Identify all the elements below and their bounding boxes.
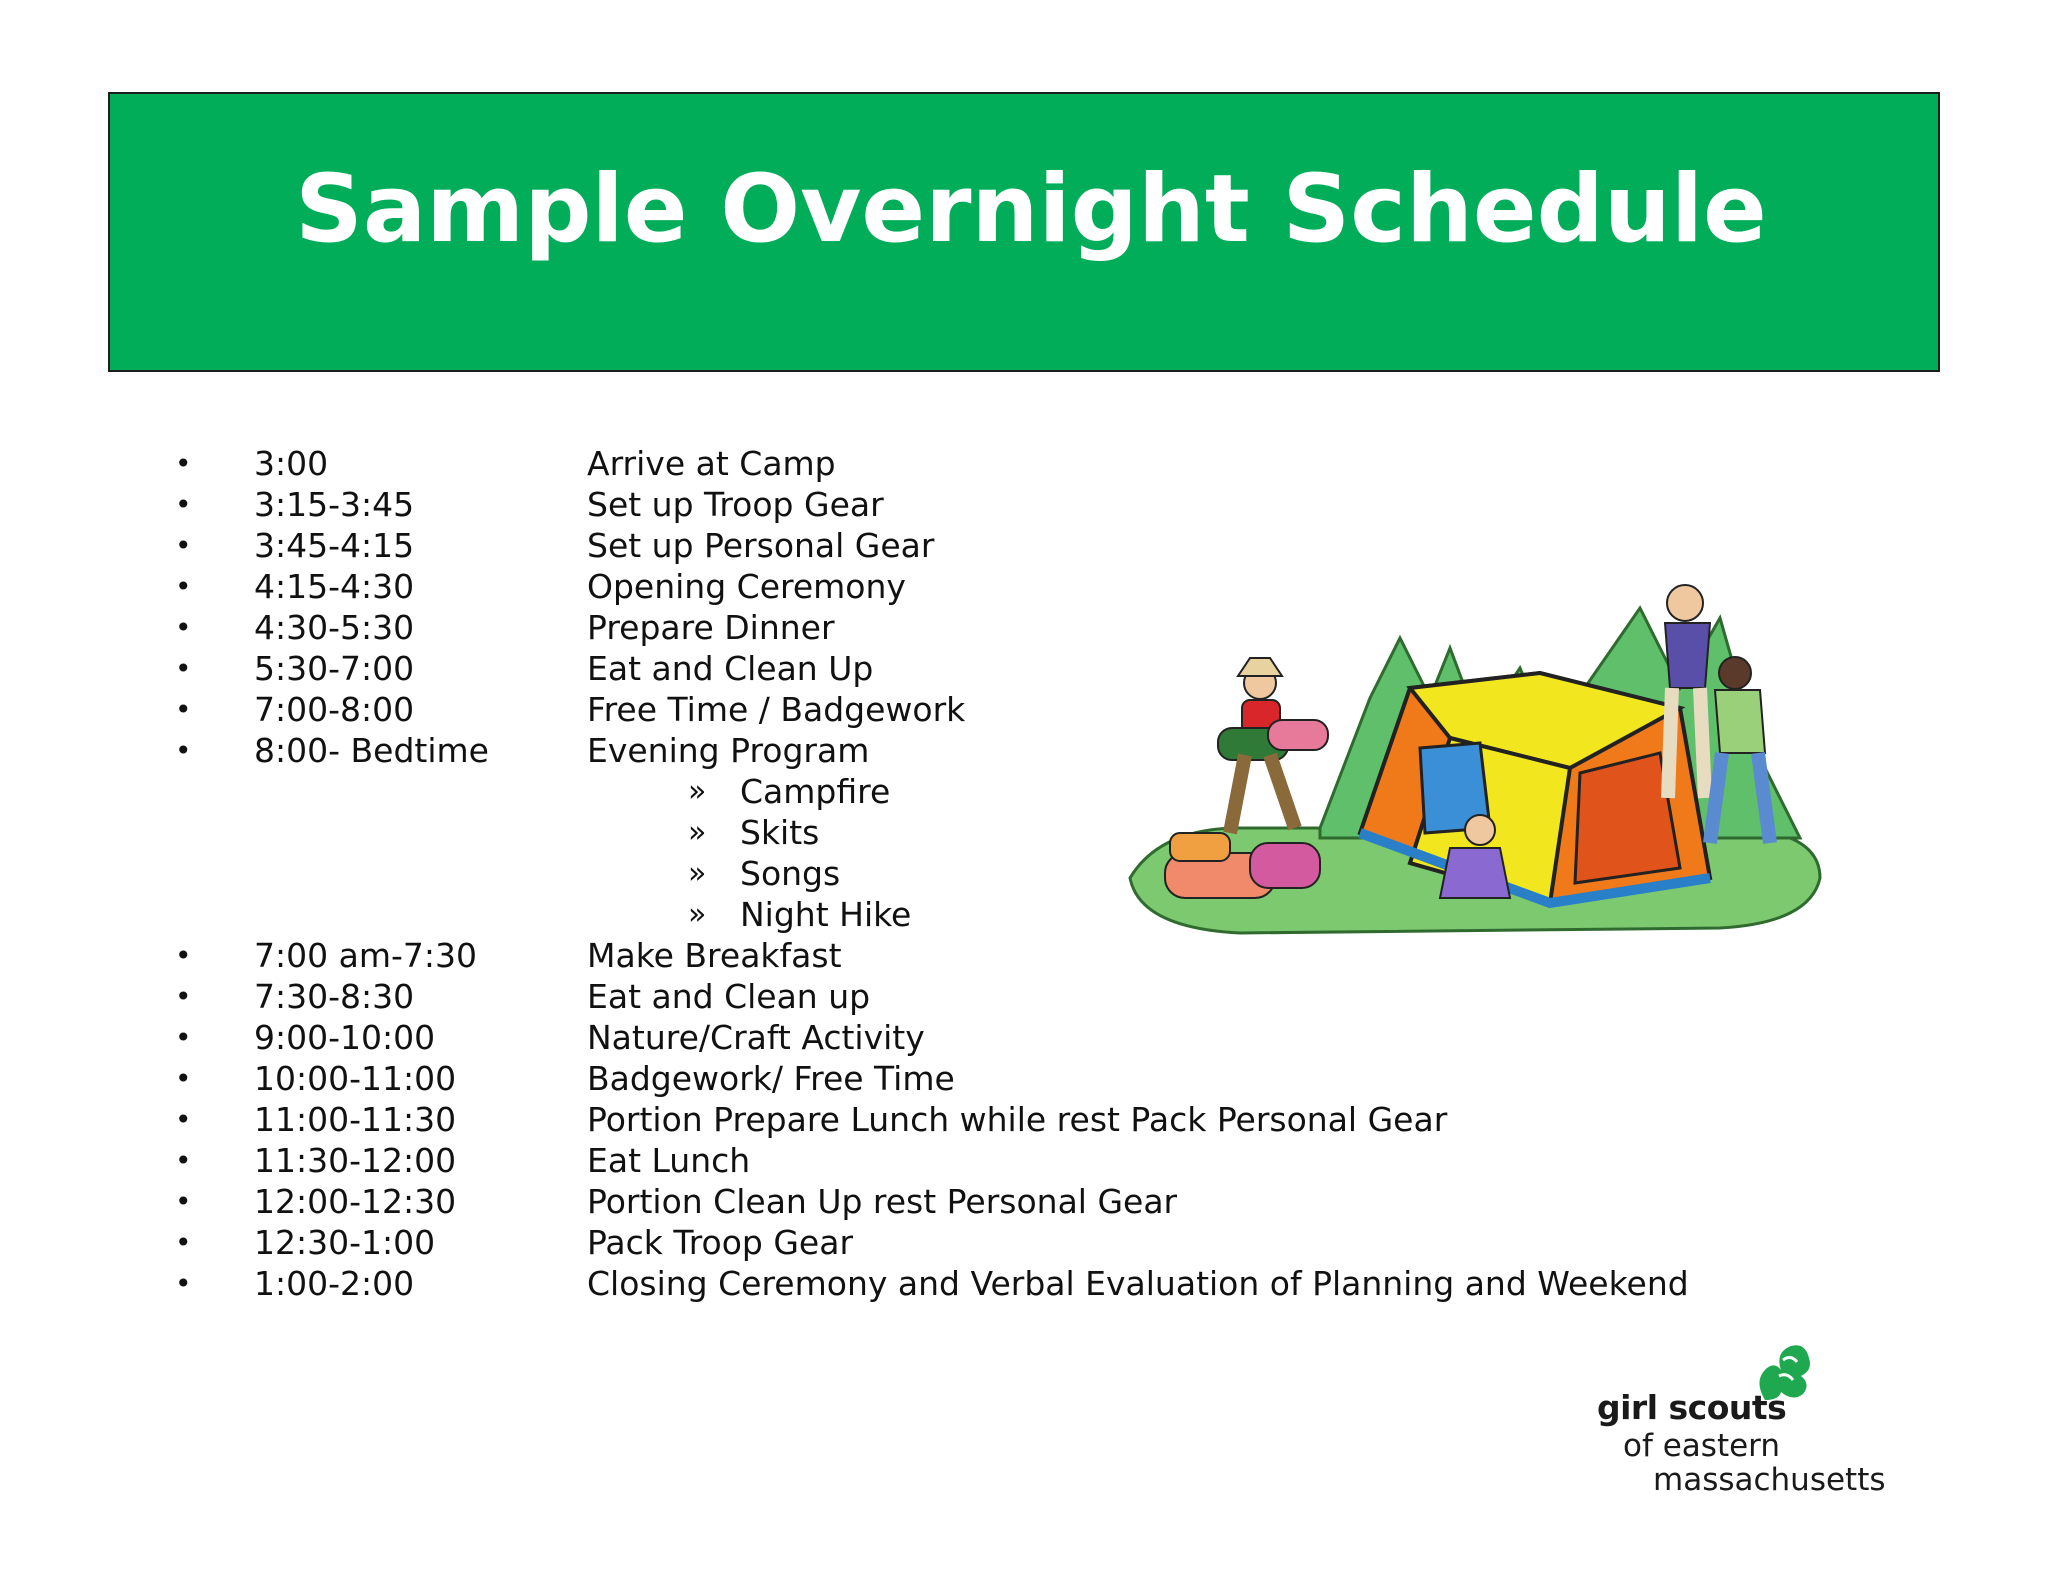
- bullet: •: [175, 1103, 192, 1136]
- activity-cell: Set up Personal Gear: [587, 526, 935, 565]
- activity-cell: Set up Troop Gear: [587, 485, 884, 524]
- activity-cell: Closing Ceremony and Verbal Evaluation of Planning and Weekend: [587, 1264, 1689, 1303]
- time-cell: 3:00: [254, 444, 329, 483]
- sub-bullet: »: [688, 774, 707, 809]
- bullet: •: [175, 529, 192, 562]
- bullet: •: [175, 1062, 192, 1095]
- sub-bullet: »: [688, 856, 707, 891]
- activity-cell: Arrive at Camp: [587, 444, 836, 483]
- camping-scene-illustration: [1120, 578, 1830, 948]
- time-cell: 8:00- Bedtime: [254, 731, 489, 770]
- bullet: •: [175, 1185, 192, 1218]
- sub-item-label: Skits: [740, 813, 820, 852]
- bullet: •: [175, 1144, 192, 1177]
- time-cell: 4:30-5:30: [254, 608, 415, 647]
- page-title: Sample Overnight Schedule: [295, 155, 1767, 264]
- bullet: •: [175, 1267, 192, 1300]
- time-cell: 12:00-12:30: [254, 1182, 457, 1221]
- bullet: •: [175, 734, 192, 767]
- logo-line-2: of eastern: [1623, 1428, 1781, 1464]
- activity-cell: Evening Program: [587, 731, 870, 770]
- activity-cell: Pack Troop Gear: [587, 1223, 854, 1262]
- activity-cell: Eat Lunch: [587, 1141, 751, 1180]
- activity-cell: Make Breakfast: [587, 936, 842, 975]
- sub-item-label: Songs: [740, 854, 841, 893]
- sub-item-label: Night Hike: [740, 895, 912, 934]
- activity-cell: Badgework/ Free Time: [587, 1059, 955, 1098]
- girl-scouts-logo: [1580, 1340, 1900, 1520]
- bullet: •: [175, 570, 192, 603]
- sub-bullet: »: [688, 897, 707, 932]
- activity-cell: Eat and Clean up: [587, 977, 871, 1016]
- time-cell: 11:00-11:30: [254, 1100, 457, 1139]
- logo-line-1: girl scouts: [1597, 1388, 1787, 1427]
- time-cell: 10:00-11:00: [254, 1059, 457, 1098]
- bullet: •: [175, 652, 192, 685]
- bullet: •: [175, 1021, 192, 1054]
- time-cell: 7:00 am-7:30: [254, 936, 477, 975]
- time-cell: 12:30-1:00: [254, 1223, 436, 1262]
- bullet: •: [175, 488, 192, 521]
- time-cell: 3:45-4:15: [254, 526, 415, 565]
- bullet: •: [175, 939, 192, 972]
- time-cell: 9:00-10:00: [254, 1018, 436, 1057]
- time-cell: 3:15-3:45: [254, 485, 415, 524]
- bullet: •: [175, 1226, 192, 1259]
- bullet: •: [175, 611, 192, 644]
- activity-cell: Eat and Clean Up: [587, 649, 874, 688]
- time-cell: 7:00-8:00: [254, 690, 415, 729]
- activity-cell: Portion Clean Up rest Personal Gear: [587, 1182, 1178, 1221]
- bullet: •: [175, 693, 192, 726]
- time-cell: 1:00-2:00: [254, 1264, 415, 1303]
- time-cell: 5:30-7:00: [254, 649, 415, 688]
- activity-cell: Prepare Dinner: [587, 608, 835, 647]
- time-cell: 7:30-8:30: [254, 977, 415, 1016]
- sub-item-label: Campfire: [740, 772, 891, 811]
- time-cell: 11:30-12:00: [254, 1141, 457, 1180]
- logo-line-3: massachusetts: [1653, 1462, 1886, 1498]
- activity-cell: Portion Prepare Lunch while rest Pack Personal Gear: [587, 1100, 1448, 1139]
- activity-cell: Opening Ceremony: [587, 567, 906, 606]
- bullet: •: [175, 980, 192, 1013]
- activity-cell: Nature/Craft Activity: [587, 1018, 925, 1057]
- bullet: •: [175, 447, 192, 480]
- time-cell: 4:15-4:30: [254, 567, 415, 606]
- sub-bullet: »: [688, 815, 707, 850]
- activity-cell: Free Time / Badgework: [587, 690, 966, 729]
